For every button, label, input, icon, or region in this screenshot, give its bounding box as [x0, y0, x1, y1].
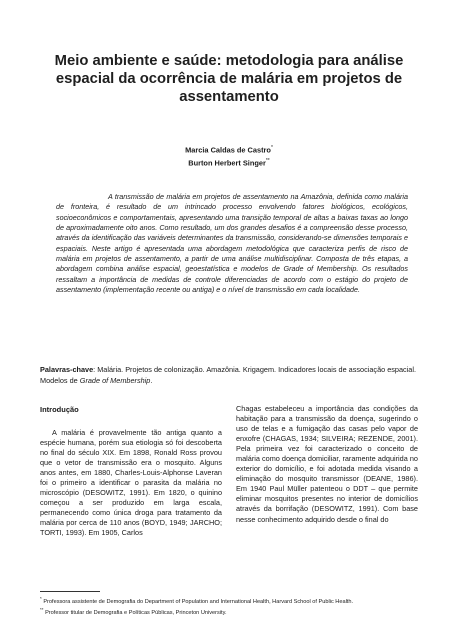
author-1 — [130, 143, 328, 156]
footnotes — [40, 595, 420, 617]
keywords-italic-term: Grade of Membership — [79, 375, 151, 385]
author-name: Marcia Caldas de Castro — [185, 145, 271, 155]
footnote-divider — [40, 591, 100, 592]
body-column-left — [40, 405, 222, 539]
author-list — [130, 143, 328, 169]
author-name: Burton Herbert Singer — [188, 158, 266, 168]
footnote-mark: * — [40, 596, 42, 601]
author-2 — [130, 156, 328, 169]
keywords-end: . — [150, 375, 153, 385]
body-column-right — [236, 404, 418, 525]
keywords — [40, 365, 418, 386]
article-title: Meio ambiente e saúde: metodologia para análise espacial da ocorrência de malária em projetos de assentamento — [54, 53, 404, 105]
keywords-text: : Malária. Projetos de colonização. Amazônia. Krigagem. Indicadores locais de associação espacial. Modelos de — [40, 365, 417, 385]
footnote-text: Professora assistente de Demografia do Department of Population and International Health, Harvard School of Public Health. — [43, 598, 354, 605]
footnote-text: Professor titular de Demografia e Políticas Públicas, Princeton University. — [45, 609, 227, 616]
abstract: A transmissão de malária em projetos de assentamento na Amazônia, definida como malária de fronteira, é resultado de um intrincado processo envolvendo fatores biológicos, ecológicos, socioeconômicos e comportamentais, apresentando uma transição temporal de altas a baixas taxas ao longo de aproximadamente oito anos. Como resultado, um dos grandes desafios é a compreensão desse processo, através da identificação das variáveis determinantes da transmissão, considerando-se dimensões temporais e espaciais. Neste artigo é apresentada uma abordagem metodológica que caracteriza perfis de risco de malária em projetos de assentamento, a partir de uma análise multidisciplinar. Composta de três etapas, a abordagem combina análise espacial, geoestatística e modelos de Grade of Membership. Os resultados ressaltam a importância de medidas de controle diferenciadas de acordo com o estágio do projeto de assentamento (implementação recente ou antiga) e o nível de transmissão em cada localidade. — [56, 192, 408, 295]
keywords-label: Palavras-chave — [40, 365, 94, 374]
footnote-2 — [40, 606, 420, 617]
section-heading: Introdução — [40, 405, 79, 414]
footnote-mark: * — [270, 145, 273, 151]
footnote-mark: ** — [265, 157, 270, 164]
body-paragraph: A malária é provavelmente tão antiga quanto a espécie humana, porém sua etiologia só foi descoberta no final do século XIX. Em 1898, Ronald Ross provou que o vetor de transmissão era o mosquito. Alguns anos antes, em 1880, Charles-Louis-Alphonse Laveran foi o primeiro a identificar o parasita da malária no microscópio (DESOWITZ, 1991). Em 1820, o quinino começou a ser produzido em larga escala, permanecendo como única droga para tratamento da malária por cerca de 110 anos (BOYD, 1949; JARCHO; TORTI, 1993). Em 1905, Carlos — [40, 428, 222, 538]
body-paragraph: Chagas estabeleceu a importância das condições da habitação para a transmissão da doença, sugerindo o uso de telas e a fumigação das casas pelo vapor de enxofre (CHAGAS, 1934; SILVEIRA; REZENDE, 2001). Pela primeira vez foi caracterizado o conceito de malária como doença domiciliar, raramente adquirida no exterior do domicílio, e foi adotada medida visando a eliminação do mosquito transmissor (DEANE, 1986). Em 1940 Paul Müller patenteou o DDT – que permite eliminar mosquitos presentes no interior de domicílios através da borrifação (DESOWITZ, 1991). Com base nesse conhecimento adquirido desde o final do — [236, 404, 418, 524]
footnote-mark: ** — [40, 607, 44, 613]
footnote-1 — [40, 595, 420, 606]
